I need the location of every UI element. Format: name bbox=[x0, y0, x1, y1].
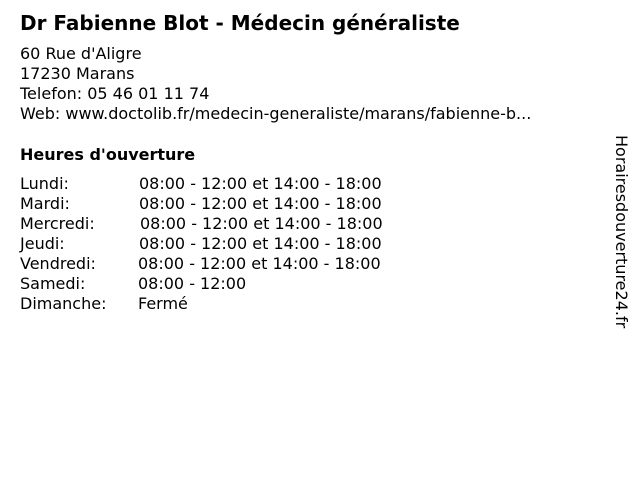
hours-value: 08:00 - 12:00 et 14:00 - 18:00 bbox=[139, 194, 382, 213]
hours-value: 08:00 - 12:00 bbox=[138, 274, 247, 293]
day-label: Mardi: bbox=[20, 194, 70, 213]
hours-row-sunday bbox=[20, 294, 440, 314]
phone-number[interactable]: Telefon: 05 46 01 11 74 bbox=[20, 84, 210, 103]
day-label: Jeudi: bbox=[20, 234, 65, 253]
day-label: Samedi: bbox=[20, 274, 86, 293]
page-title: Dr Fabienne Blot - Médecin généraliste bbox=[20, 11, 460, 35]
hours-value: Fermé bbox=[138, 294, 188, 313]
hours-row-tuesday bbox=[20, 194, 440, 214]
hours-row-friday bbox=[20, 254, 440, 274]
hours-value: 08:00 - 12:00 et 14:00 - 18:00 bbox=[139, 174, 382, 193]
street-address: 60 Rue d'Aligre bbox=[20, 44, 142, 63]
hours-value: 08:00 - 12:00 et 14:00 - 18:00 bbox=[140, 214, 383, 233]
website-link[interactable]: Web: www.doctolib.fr/medecin-generaliste/marans/fabienne-b... bbox=[20, 104, 532, 123]
day-label: Dimanche: bbox=[20, 294, 107, 313]
address-block bbox=[20, 44, 531, 124]
hours-row-thursday bbox=[20, 234, 440, 254]
opening-hours-table bbox=[20, 174, 440, 314]
hours-row-wednesday bbox=[20, 214, 440, 234]
opening-hours-heading: Heures d'ouverture bbox=[20, 145, 196, 164]
hours-row-saturday bbox=[20, 274, 440, 294]
city-postal: 17230 Marans bbox=[20, 64, 135, 83]
day-label: Lundi: bbox=[20, 174, 69, 193]
day-label: Vendredi: bbox=[20, 254, 96, 273]
hours-value: 08:00 - 12:00 et 14:00 - 18:00 bbox=[139, 234, 382, 253]
hours-value: 08:00 - 12:00 et 14:00 - 18:00 bbox=[138, 254, 381, 273]
day-label: Mercredi: bbox=[20, 214, 95, 233]
hours-row-monday bbox=[20, 174, 440, 194]
site-brand-label[interactable]: Horairesdouverture24.fr bbox=[612, 135, 631, 329]
